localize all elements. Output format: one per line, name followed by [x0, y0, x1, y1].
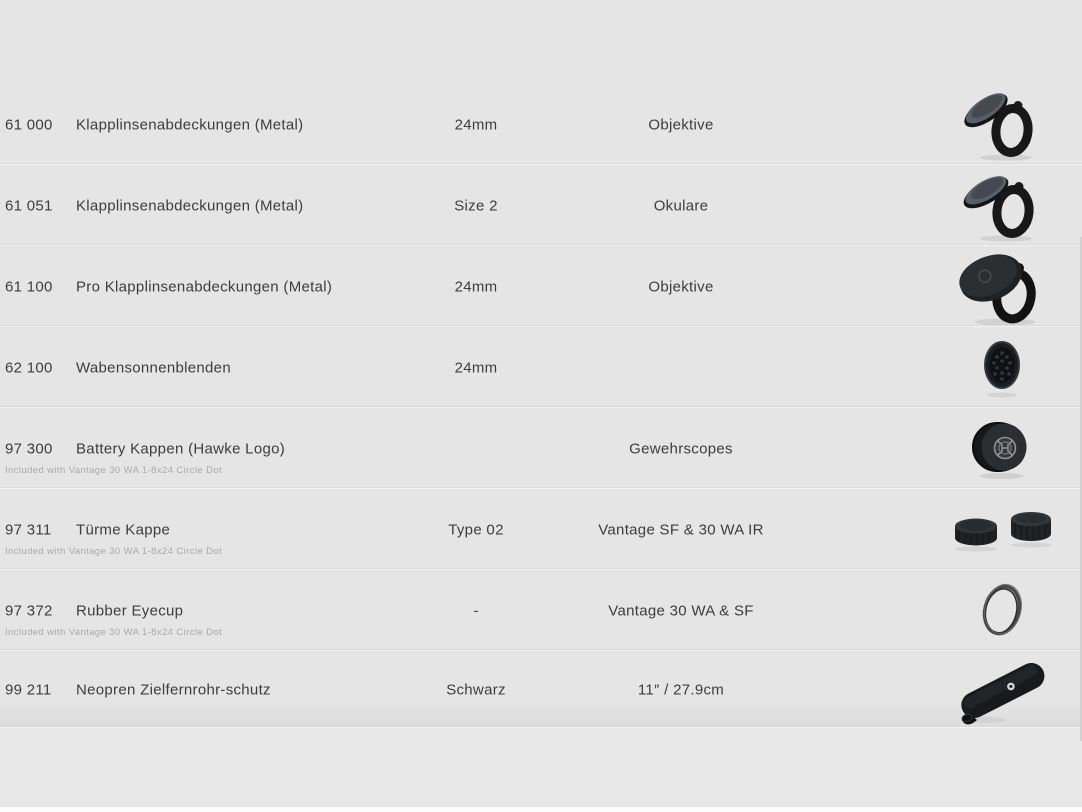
rubber-eyecup-image	[932, 576, 1072, 646]
table-row	[0, 165, 1082, 246]
table-row	[0, 327, 1082, 408]
flip-open-lens-cover-image	[932, 168, 1072, 243]
bottom-white-strip	[0, 807, 1082, 812]
product-size: 24mm	[454, 116, 498, 133]
product-name: Battery Kappen (Hawke Logo)	[76, 440, 286, 457]
table-row	[0, 84, 1082, 165]
product-code: 97 372	[5, 602, 53, 619]
product-name: Neopren Zielfernrohr-schutz	[76, 681, 271, 698]
product-note: Included with Vantage 30 WA 1-8x24 Circle Dot	[5, 626, 223, 638]
top-spacer	[0, 0, 1082, 84]
product-size: 24mm	[454, 359, 498, 376]
lower-blank-section	[0, 728, 1082, 807]
battery-cap-image	[932, 417, 1072, 481]
product-code: 61 100	[5, 278, 53, 295]
product-name: Klapplinsenabdeckungen (Metal)	[76, 116, 304, 133]
product-size: Type 02	[448, 521, 504, 538]
product-code: 61 051	[5, 197, 53, 214]
product-name: Rubber Eyecup	[76, 602, 184, 619]
product-size: Schwarz	[446, 681, 506, 698]
flip-open-lens-cover-image	[932, 87, 1072, 162]
product-code: 62 100	[5, 359, 53, 376]
table-row	[0, 408, 1082, 489]
turret-caps-image	[932, 504, 1072, 556]
product-fits: Objektive	[648, 278, 714, 295]
product-name: Klapplinsenabdeckungen (Metal)	[76, 197, 304, 214]
product-size: -	[473, 602, 479, 619]
product-code: 97 311	[5, 521, 52, 538]
pro-flip-open-lens-cover-image	[932, 247, 1072, 327]
product-fits: Vantage SF & 30 WA IR	[598, 521, 764, 538]
neoprene-scope-cover-image	[932, 651, 1072, 729]
product-fits: Gewehrscopes	[629, 440, 733, 457]
honeycomb-sunshade-image	[932, 336, 1072, 400]
product-code: 99 211	[5, 681, 52, 698]
product-size: 24mm	[454, 278, 498, 295]
product-fits: Vantage 30 WA & SF	[608, 602, 754, 619]
product-code: 61 000	[5, 116, 53, 133]
table-row	[0, 570, 1082, 651]
product-note: Included with Vantage 30 WA 1-8x24 Circle Dot	[5, 464, 223, 476]
table-row	[0, 489, 1082, 570]
product-fits: Okulare	[653, 197, 709, 214]
product-name: Türme Kappe	[76, 521, 171, 538]
product-fits: 11″ / 27.9cm	[637, 681, 725, 698]
product-name: Pro Klapplinsenabdeckungen (Metal)	[76, 278, 333, 295]
product-name: Wabensonnenblenden	[76, 359, 231, 376]
table-row	[0, 246, 1082, 327]
product-code: 97 300	[5, 440, 53, 457]
product-size: Size 2	[454, 197, 498, 214]
table-row	[0, 651, 1082, 728]
product-fits: Objektive	[648, 116, 714, 133]
product-note: Included with Vantage 30 WA 1-8x24 Circle Dot	[5, 545, 223, 557]
